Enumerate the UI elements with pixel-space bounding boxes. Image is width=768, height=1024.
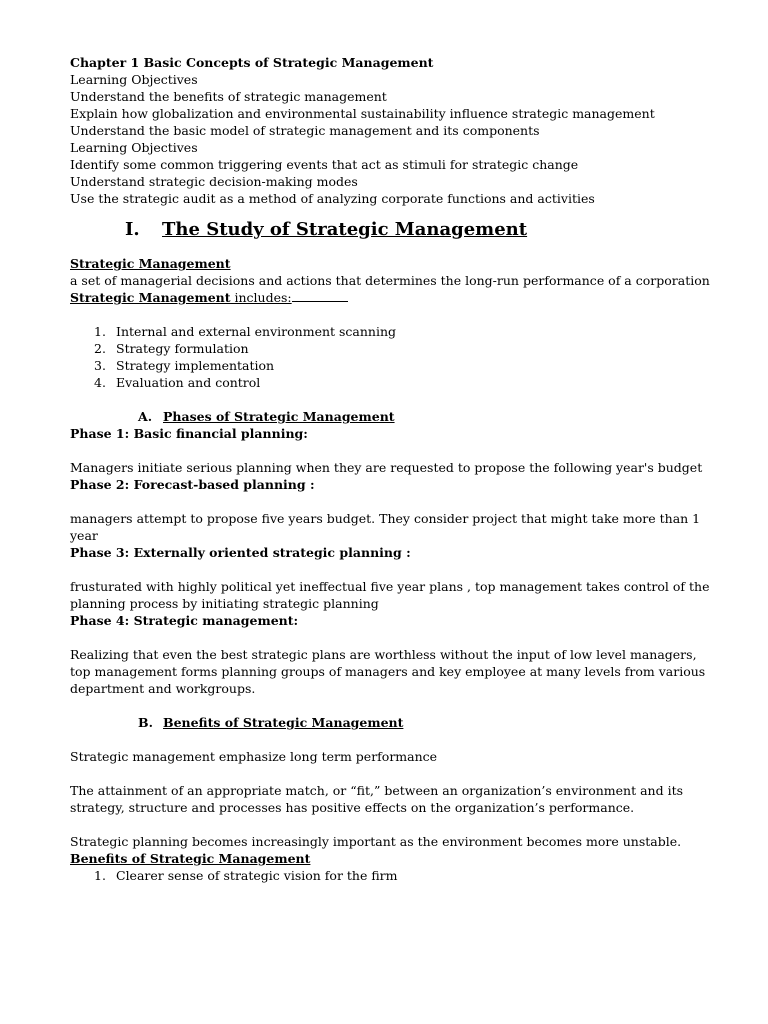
sm-heading: Strategic Management	[70, 256, 231, 271]
section-heading	[70, 217, 710, 243]
phase-text: frusturated with highly political yet ineffectual five year plans , top management takes control of the planning process by initiating strategic planning	[70, 579, 710, 611]
section-title: The Study of Strategic Management	[162, 219, 528, 240]
objective-line: Explain how globalization and environmental sustainability influence strategic management	[70, 106, 655, 121]
list-item: 1. Clearer sense of strategic vision for the firm	[94, 868, 398, 883]
objective-line: Understand the benefits of strategic management	[70, 89, 387, 104]
includes-bold: Strategic Management	[70, 290, 231, 305]
phase-label: Phase 1: Basic financial planning:	[70, 426, 308, 441]
phase-label: Phase 4: Strategic management:	[70, 613, 299, 628]
objective-line: Understand strategic decision-making modes	[70, 174, 358, 189]
subsection-heading-a: A. Phases of Strategic Management	[138, 409, 395, 424]
includes-line	[70, 289, 710, 306]
benefits-heading: Benefits of Strategic Management	[70, 851, 311, 866]
benefits-list	[70, 867, 710, 884]
sm-definition: a set of managerial decisions and actions that determines the long-run performance of a corporation	[70, 273, 710, 288]
document-page	[70, 54, 710, 884]
benefits-paragraph: Strategic planning becomes increasingly important as the environment becomes more unstable.	[70, 834, 682, 849]
phase-text: managers attempt to propose five years budget. They consider project that might take more than 1 year	[70, 511, 701, 543]
phase-label: Phase 3: Externally oriented strategic planning :	[70, 545, 411, 560]
chapter-title: Chapter 1 Basic Concepts of Strategic Management	[70, 55, 434, 70]
includes-list	[70, 323, 710, 391]
list-item: 2. Strategy formulation	[94, 341, 249, 356]
phase-label: Phase 2: Forecast-based planning :	[70, 477, 315, 492]
benefits-paragraph: The attainment of an appropriate match, or “fit,” between an organization’s environment and its strategy, structure and processes has positive effects on the organization’s performance.	[70, 783, 684, 815]
subsection-heading-b: B. Benefits of Strategic Management	[138, 715, 404, 730]
objective-line: Learning Objectives	[70, 72, 198, 87]
benefits-paragraph: Strategic management emphasize long term performance	[70, 749, 438, 764]
includes-rest: includes:	[230, 290, 292, 305]
objective-line: Learning Objectives	[70, 140, 198, 155]
phase-text: Realizing that even the best strategic plans are worthless without the input of low level managers, top management forms planning groups of managers and key employee at many levels from various department and workgroups.	[70, 647, 706, 696]
objective-line: Use the strategic audit as a method of analyzing corporate functions and activities	[70, 191, 595, 206]
objective-line: Identify some common triggering events that act as stimuli for strategic change	[70, 157, 579, 172]
fill-blank	[292, 289, 348, 302]
list-item: 4. Evaluation and control	[94, 375, 261, 390]
phase-text: Managers initiate serious planning when they are requested to propose the following year's budget	[70, 460, 703, 475]
list-item: 3. Strategy implementation	[94, 358, 275, 373]
list-item: 1. Internal and external environment scanning	[94, 324, 397, 339]
objective-line: Understand the basic model of strategic management and its components	[70, 123, 540, 138]
section-number: I.	[125, 219, 140, 240]
